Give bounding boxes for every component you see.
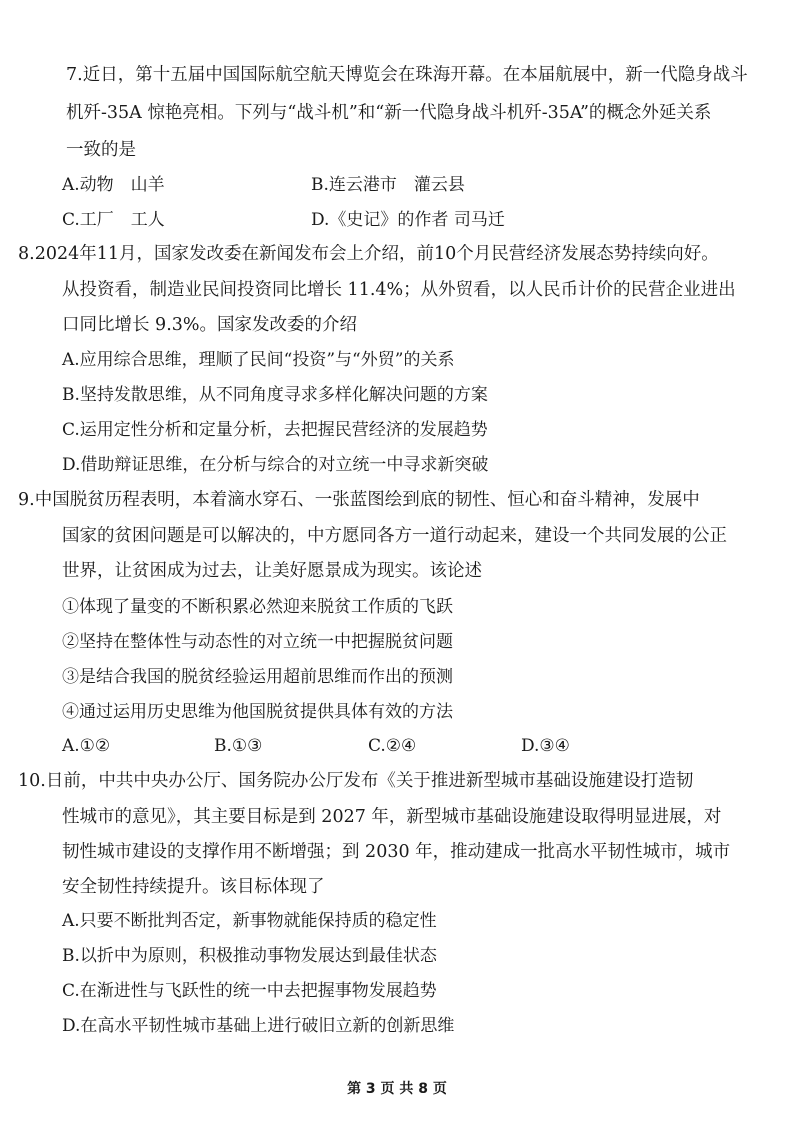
q9-statement-2: ②坚持在整体性与动态性的对立统一中把握脱贫问题 xyxy=(62,632,453,652)
q7-option-d: D.《史记》的作者 司马迁 xyxy=(311,210,505,230)
q8-option-d: D.借助辩证思维，在分析与综合的对立统一中寻求新突破 xyxy=(62,455,489,475)
q10-option-d: D.在高水平韧性城市基础上进行破旧立新的创新思维 xyxy=(62,1016,455,1036)
q10-line-4: 安全韧性持续提升。该目标体现了 xyxy=(62,877,325,897)
q10-option-b: B.以折中为原则，积极推动事物发展达到最佳状态 xyxy=(62,946,437,966)
q9-line-2: 国家的贫困问题是可以解决的，中方愿同各方一道行动起来，建设一个共同发展的公正 xyxy=(62,526,727,546)
q10-line-1: 10.日前，中共中央办公厅、国务院办公厅发布《关于推进新型城市基础设施建设打造韧 xyxy=(18,771,694,791)
q10-line-3: 韧性城市建设的支撑作用不断增强；到 2030 年，推动建成一批高水平韧性城市，城市 xyxy=(62,842,731,862)
q8-line-2: 从投资看，制造业民间投资同比增长 11.4%；从外贸看，以人民币计价的民营企业进出 xyxy=(62,280,736,300)
q9-line-1: 9.中国脱贫历程表明，本着滴水穿石、一张蓝图绘到底的韧性、恒心和奋斗精神，发展中 xyxy=(18,490,700,510)
q9-option-c: C.②④ xyxy=(368,736,417,756)
q9-line-3: 世界，让贫困成为过去，让美好愿景成为现实。该论述 xyxy=(62,561,482,581)
q9-statement-3: ③是结合我国的脱贫经验运用超前思维而作出的预测 xyxy=(62,667,453,687)
q7-line-2: 机歼-35A 惊艳亮相。下列与“战斗机”和“新一代隐身战斗机歼-35A”的概念外延关系 xyxy=(66,103,712,123)
q7-option-a: A.动物 山羊 xyxy=(62,175,165,195)
q10-option-c: C.在渐进性与飞跃性的统一中去把握事物发展趋势 xyxy=(62,981,437,1001)
q10-option-a: A.只要不断批判否定，新事物就能保持质的稳定性 xyxy=(62,911,437,931)
q8-line-3: 口同比增长 9.3%。国家发改委的介绍 xyxy=(62,315,358,335)
q9-statement-1: ①体现了量变的不断积累必然迎来脱贫工作质的飞跃 xyxy=(62,597,453,617)
q9-option-d: D.③④ xyxy=(521,736,570,756)
page-number-footer: 第 3 页 共 8 页 xyxy=(347,1081,447,1097)
q8-option-a: A.应用综合思维，理顺了民间“投资”与“外贸”的关系 xyxy=(62,350,455,370)
q7-option-c: C.工厂 工人 xyxy=(62,210,165,230)
q8-option-b: B.坚持发散思维，从不同角度寻求多样化解决问题的方案 xyxy=(62,385,488,405)
q9-option-b: B.①③ xyxy=(214,736,263,756)
q9-option-a: A.①② xyxy=(62,736,111,756)
q9-statement-4: ④通过运用历史思维为他国脱贫提供具体有效的方法 xyxy=(62,702,453,722)
q10-line-2: 性城市的意见》，其主要目标是到 2027 年，新型城市基础设施建设取得明显进展，对 xyxy=(62,807,722,827)
q7-line-1: 7.近日，第十五届中国国际航空航天博览会在珠海开幕。在本届航展中，新一代隐身战斗 xyxy=(66,65,748,85)
q7-option-b: B.连云港市 灌云县 xyxy=(311,175,465,195)
q8-option-c: C.运用定性分析和定量分析，去把握民营经济的发展趋势 xyxy=(62,420,488,440)
q7-line-3: 一致的是 xyxy=(66,140,136,160)
q8-line-1: 8.2024年11月，国家发改委在新闻发布会上介绍，前10个月民营经济发展态势持续向好。 xyxy=(18,244,719,264)
